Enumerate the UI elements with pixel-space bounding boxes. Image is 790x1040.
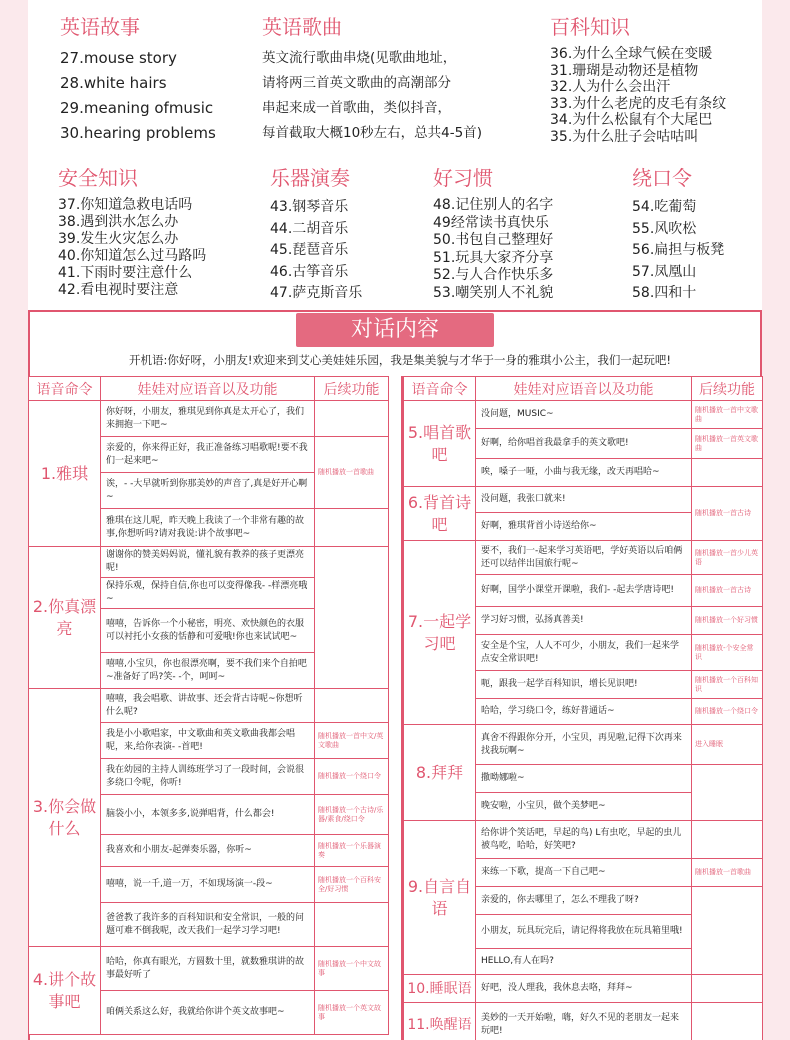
response-cell: 呃，跟我一起学百科知识，增长见识吧!	[476, 671, 692, 699]
category-instruments	[270, 165, 362, 305]
list-item: 43.钢琴音乐	[270, 199, 349, 215]
action-cell: 随机播放一个百科安全/好习惯	[315, 867, 389, 903]
list-item: 57.凤凰山	[632, 263, 697, 280]
list-item: 51.玩具大家齐分享	[433, 249, 554, 266]
response-cell: 诶，- -大早就听到你那美妙的声音了,真是好开心啊~	[101, 473, 315, 509]
category-habits	[433, 165, 553, 302]
list-item: 32.人为什么会出汗	[550, 79, 671, 95]
response-cell: 哈哈，学习绕口令，练好普通话~	[476, 699, 692, 725]
response-cell: 好啊，雅琪背首小诗送给你~	[476, 513, 692, 541]
action-cell: 随机播放一首英文歌曲	[692, 429, 763, 459]
command-cell: 7.一起学习吧	[404, 541, 476, 725]
response-cell: 脑袋小小，本领多多,说弹唱背，什么都会!	[101, 795, 315, 835]
list-item: 40.你知道怎么过马路吗	[58, 248, 207, 264]
action-cell	[692, 459, 763, 487]
response-cell: 没问题，MUSIC~	[476, 401, 692, 429]
list-item: 55.风吹松	[632, 220, 697, 237]
action-cell	[315, 509, 389, 547]
left-dialog-table	[28, 376, 389, 1035]
response-cell: 没问题，我张口就来!	[476, 487, 692, 513]
response-cell: 美妙的一天开始啦，嗨，好久不见的老朋友一起来玩吧!	[476, 1003, 692, 1040]
intro-text: 开机语:你好呀，小朋友!欢迎来到艾心美娃娃乐园，我是集美貌与才华于一身的雅琪小公主，我们一起玩吧!	[128, 353, 672, 367]
header-cmd: 语音命令	[404, 377, 476, 401]
response-cell: 真舍不得跟你分开，小宝贝，再见啦,记得下次再来找我玩啊~	[476, 725, 692, 765]
response-cell: 要不，我们一-起来学习英语吧，学好英语以后咱俩还可以结伴出国旅行呢~	[476, 541, 692, 575]
category-title: 绕口令	[632, 166, 692, 190]
category-title: 英语故事	[60, 15, 140, 39]
response-cell: 好吧，没人理我，我休息去咯，拜拜~	[476, 975, 692, 1003]
command-cell: 1.雅琪	[29, 401, 101, 547]
category-encyclopedia	[550, 14, 726, 145]
response-cell: 雅琪在这儿呢，昨天晚上我读了一个非常有趣的故事,你想听吗?请对我说:讲个故事吧~	[101, 509, 315, 547]
action-cell: 随机播放一首歌曲	[692, 859, 763, 887]
response-cell: 谢谢你的赞美妈妈说，懂礼貌有教养的孩子更漂亮呢!	[101, 547, 315, 578]
header-resp: 娃娃对应语音以及功能	[101, 377, 315, 401]
list-item: 45.琵琶音乐	[270, 242, 349, 258]
response-cell: 亲爱的，你去哪里了，怎么不理我了呀?	[476, 887, 692, 915]
action-cell	[315, 903, 389, 947]
list-item: 41.下雨时要注意什么	[58, 265, 193, 281]
list-item: 每首截取大概10秒左右，总共4-5首)	[262, 125, 482, 141]
action-cell	[315, 401, 389, 437]
command-cell: 6.背首诗吧	[404, 487, 476, 541]
action-cell: 随机播放一个英文故事	[315, 991, 389, 1035]
action-cell: 随机播放一首古诗	[692, 487, 763, 541]
action-cell: 随机播放-个安全常识	[692, 635, 763, 671]
command-cell: 9.自言自语	[404, 821, 476, 975]
action-cell: 随机播放一个好习惯	[692, 607, 763, 635]
action-cell: 随机播放一首中文/英文歌曲	[315, 723, 389, 759]
list-item: 27.mouse story	[60, 49, 177, 67]
action-cell: 随机播放一首中文歌曲	[692, 401, 763, 429]
list-item: 38.遇到洪水怎么办	[58, 214, 179, 230]
category-safety	[58, 165, 206, 299]
command-cell: 4.讲个故事吧	[29, 947, 101, 1035]
command-cell: 10.睡眠语	[404, 975, 476, 1003]
list-item: 47.萨克斯音乐	[270, 285, 363, 301]
action-cell	[692, 765, 763, 821]
category-tongue-twister	[632, 165, 724, 305]
list-item: 56.扁担与板凳	[632, 242, 725, 258]
response-cell: 来练一下歌，提高一下自己吧~	[476, 859, 692, 887]
list-item: 请将两三首英文歌曲的高潮部分	[262, 75, 451, 91]
list-item: 30.hearing problems	[60, 124, 216, 142]
list-item: 31.珊瑚是动物还是植物	[550, 62, 699, 79]
action-cell	[692, 887, 763, 975]
response-cell: 安全是个宝，人人不可少，小朋友，我们一起来学点安全常识吧!	[476, 635, 692, 671]
list-item: 串起来成一首歌曲，类似抖音，	[262, 100, 451, 116]
response-cell: 哈哈，你真有眼光，方圆数十里，就数雅琪讲的故事最好听了	[101, 947, 315, 991]
list-item: 34.为什么松鼠有个大尾巴	[550, 112, 713, 128]
category-title: 英语歌曲	[262, 15, 342, 39]
list-item: 39.发生火灾怎么办	[58, 231, 179, 247]
response-cell: 我是小小歌唱家，中文歌曲和英文歌曲我都会唱呢，来,给你表演- -首吧!	[101, 723, 315, 759]
command-cell: 2.你真漂亮	[29, 547, 101, 689]
list-item: 44.二胡音乐	[270, 220, 349, 237]
action-cell: 进入睡眠	[692, 725, 763, 765]
response-cell: 嘻嘻,小宝贝，你也很漂亮啊，要不我们来个自拍吧~准备好了吗?笑- -个，呵呵~	[101, 653, 315, 689]
action-cell: 随机播放一首古诗	[692, 575, 763, 607]
response-cell: 嘻嘻，说一千,道一万，不如现场演一-段~	[101, 867, 315, 903]
command-cell: 5.唱首歌吧	[404, 401, 476, 487]
response-cell: 撒呦娜啦~	[476, 765, 692, 793]
response-cell: 咱俩关系这么好，我就给你讲个英文故事吧~	[101, 991, 315, 1035]
action-cell: 随机播放一个百科知识	[692, 671, 763, 699]
action-cell	[315, 547, 389, 689]
list-item: 28.white hairs	[60, 74, 167, 92]
response-cell: 唉，嗓子一哑，小曲与我无缘，改天再唱哈~	[476, 459, 692, 487]
response-cell: 好啊，国学小课堂开课啦，我们- -起去学唐诗吧!	[476, 575, 692, 607]
response-cell: 爸爸教了我许多的百科知识和安全常识，一般的问题可难不倒我呢，改天我们一起学习学习吧!	[101, 903, 315, 947]
action-cell: 随机播放一个绕口令	[315, 759, 389, 795]
action-cell: 随机播放一个古诗/乐器/素食/绕口令	[315, 795, 389, 835]
response-cell: 保持乐观，保持自信,你也可以变得像我- -样漂亮哦~	[101, 578, 315, 609]
category-title: 乐器演奏	[270, 166, 350, 190]
list-item: 46.古筝音乐	[270, 263, 349, 280]
list-item: 54.吃葡萄	[632, 199, 697, 215]
list-item: 英文流行歌曲串烧(见歌曲地址，	[262, 50, 457, 66]
action-cell	[692, 821, 763, 859]
category-title: 安全知识	[58, 166, 138, 190]
action-cell: 随机播放一首少儿英语	[692, 541, 763, 575]
response-cell: 学习好习惯，弘扬真善美!	[476, 607, 692, 635]
list-item: 48.记住别人的名字	[433, 197, 554, 213]
response-cell: 亲爱的，你来得正好，我正准备练习唱歌呢!要不我们一起来吧~	[101, 437, 315, 473]
list-item: 33.为什么老虎的皮毛有条纹	[550, 95, 727, 112]
category-english-story	[60, 14, 216, 146]
action-cell	[692, 1003, 763, 1040]
list-item: 53.嘲笑别人不礼貌	[433, 284, 554, 301]
category-title: 百科知识	[550, 15, 630, 39]
dialog-banner: 对话内容	[296, 313, 494, 347]
list-item: 42.看电视时要注意	[58, 282, 179, 298]
response-cell: 我喜欢和小朋友-起弹奏乐器，你听~	[101, 835, 315, 867]
list-item: 50.书包自己整理好	[433, 232, 554, 248]
category-title: 好习惯	[433, 166, 493, 190]
action-cell: 随机播放一个绕口令	[692, 699, 763, 725]
response-cell: HELLO,有人在吗?	[476, 949, 692, 975]
response-cell: 给你讲个笑话吧，早起的鸟) L有虫吃，早起的虫儿被鸟吃，哈哈，好笑吧?	[476, 821, 692, 859]
list-item: 35.为什么肚子会咕咕叫	[550, 128, 699, 145]
header-act: 后续功能	[692, 377, 763, 401]
list-item: 49经常读书真快乐	[433, 214, 549, 231]
action-cell: 随机播放一首歌曲	[315, 437, 389, 509]
action-cell: 随机播放一个中文故事	[315, 947, 389, 991]
response-cell: 嘻嘻，告诉你一个小秘密，明亮、欢快颜色的衣服可以衬托小女孩的恬静和可爱哦!你也来试试吧~	[101, 609, 315, 653]
list-item: 52.与人合作快乐多	[433, 267, 554, 283]
command-cell: 11.唤醒语	[404, 1003, 476, 1040]
response-cell: 晚安啦，小宝贝，做个美梦吧~	[476, 793, 692, 821]
list-item: 29.meaning ofmusic	[60, 99, 214, 117]
list-item: 36.为什么全球气候在变暖	[550, 46, 713, 62]
header-cmd: 语音命令	[29, 377, 101, 401]
response-cell: 你好呀，小朋友，雅琪见到你真是太开心了，我们来拥抱一下吧~	[101, 401, 315, 437]
command-cell: 3.你会做什么	[29, 689, 101, 947]
header-resp: 娃娃对应语音以及功能	[476, 377, 692, 401]
category-english-song	[262, 14, 482, 146]
list-item: 37.你知道急救电话吗	[58, 197, 193, 213]
response-cell: 好啊，给你唱首我最拿手的英文歌吧!	[476, 429, 692, 459]
action-cell	[692, 975, 763, 1003]
right-dialog-table	[403, 376, 763, 1040]
response-cell: 嘻嘻，我会唱歌、讲故事、还会背古诗呢~你想听什么呢?	[101, 689, 315, 723]
header-act: 后续功能	[315, 377, 389, 401]
action-cell: 随机播放一个乐器演奏	[315, 835, 389, 867]
response-cell: 我在幼园的主持人训练班学习了一段时间，会说很多绕口令呢，你听!	[101, 759, 315, 795]
list-item: 58.四和十	[632, 285, 697, 301]
command-cell: 8.拜拜	[404, 725, 476, 821]
action-cell	[315, 689, 389, 723]
response-cell: 小朋友，玩具玩完后，请记得将我放在玩具箱里哦!	[476, 915, 692, 949]
